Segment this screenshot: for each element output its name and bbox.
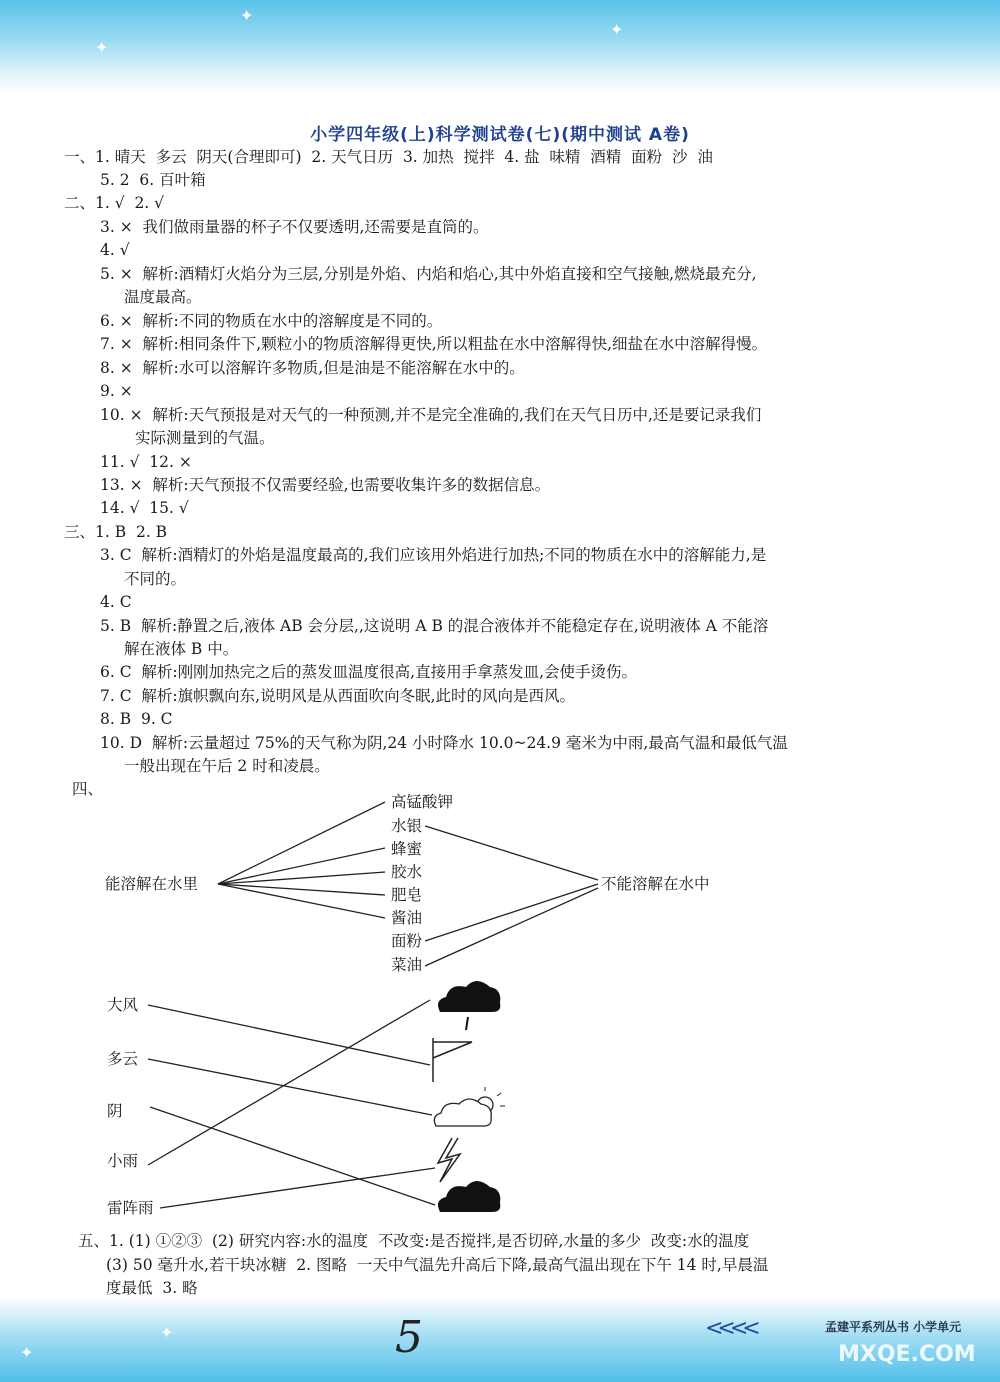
- weather-label: 小雨: [107, 1152, 139, 1170]
- answer-line: 6. C 解析:刚刚加热完之后的蒸发皿温度很高,直接用手拿蒸发皿,会使手烫伤。: [100, 663, 638, 681]
- answer-line: 8. × 解析:水可以溶解许多物质,但是油是不能溶解在水中的。: [100, 359, 525, 377]
- answer-line: (3) 50 毫升水,若干块冰糖 2. 图略 一天中气温先升高后下降,最高气温出现在下午 14 时,早晨温: [106, 1256, 769, 1274]
- weather-label: 多云: [107, 1050, 139, 1068]
- star-icon: ✦: [160, 1323, 174, 1342]
- answer-line: 解在液体 B 中。: [124, 640, 239, 658]
- match-lines-weather: [148, 1000, 435, 1208]
- answer-line: 13. × 解析:天气预报不仅需要经验,也需要收集许多的数据信息。: [100, 476, 551, 494]
- answer-line: 五、1. (1) ①②③ (2) 研究内容:水的温度 不改变:是否搅拌,是否切碎,水量的多少 改变:水的温度: [78, 1232, 750, 1250]
- answer-line: 温度最高。: [124, 288, 202, 306]
- thunder-icon: [438, 1138, 460, 1182]
- section-label: 四、: [72, 780, 104, 798]
- answer-line: 8. B 9. C: [100, 710, 173, 728]
- answer-line: 三、1. B 2. B: [64, 523, 168, 541]
- footer-decoration: [0, 1297, 1000, 1382]
- wind-flag-icon: [433, 1038, 472, 1082]
- substance-item: 高锰酸钾: [391, 793, 454, 811]
- page-number: 5: [395, 1312, 423, 1363]
- weather-label: 大风: [107, 996, 139, 1014]
- substance-item: 胶水: [391, 863, 423, 881]
- answer-line: 10. × 解析:天气预报是对天气的一种预测,并不是完全准确的,我们在天气日历中,还是要记录我们: [100, 406, 762, 424]
- substance-item: 酱油: [391, 909, 423, 927]
- weather-label: 雷阵雨: [107, 1199, 154, 1217]
- page-title: 小学四年级(上)科学测试卷(七)(期中测试 A卷): [310, 125, 690, 145]
- answer-line: 二、1. √ 2. √: [64, 194, 165, 212]
- matching-diagram: [0, 780, 1000, 1220]
- answer-line: 14. √ 15. √: [100, 499, 189, 517]
- answer-line: 11. √ 12. ×: [100, 453, 192, 471]
- answer-line: 3. × 我们做雨量器的杯子不仅要透明,还需要是直筒的。: [100, 218, 489, 236]
- series-name: 孟建平系列丛书 小学单元: [825, 1320, 962, 1334]
- star-icon: ✦: [20, 1343, 34, 1362]
- answer-line: 7. × 解析:相同条件下,颗粒小的物质溶解得更快,所以粗盐在水中溶解得快,细盐在水中溶解得慢。: [100, 335, 768, 353]
- answer-line: 5. B 解析:静置之后,液体 AB 会分层,,这说明 A B 的混合液体并不能稳定存在,说明液体 A 不能溶: [100, 617, 769, 635]
- star-icon: ✦: [95, 38, 109, 57]
- weather-label: 阴: [107, 1102, 123, 1120]
- dark-cloud-icon: [438, 1181, 500, 1212]
- star-icon: ✦: [610, 20, 624, 39]
- answer-line: 7. C 解析:旗帜飘向东,说明风是从西面吹向冬眠,此时的风向是西风。: [100, 687, 576, 705]
- answer-line: 一、1. 晴天 多云 阴天(合理即可) 2. 天气日历 3. 加热 搅拌 4. 盐 味精 酒精 面粉 沙 油: [64, 148, 713, 166]
- answer-line: 不同的。: [124, 570, 187, 588]
- answer-line: 5. 2 6. 百叶箱: [100, 171, 206, 189]
- answer-line: 10. D 解析:云量超过 75%的天气称为阴,24 小时降水 10.0~24.9 毫米为中雨,最高气温和最低气温: [100, 734, 788, 752]
- answer-line: 3. C 解析:酒精灯的外焰是温度最高的,我们应该用外焰进行加热;不同的物质在水中的溶解能力,是: [100, 546, 767, 564]
- arrow-icon: <<<<: [705, 1316, 755, 1341]
- answer-line: 一般出现在午后 2 时和凌晨。: [124, 757, 330, 775]
- match-left-label: 能溶解在水里: [105, 875, 199, 893]
- substance-item: 肥皂: [391, 886, 423, 904]
- answer-line: 4. C: [100, 593, 132, 611]
- substance-item: 蜂蜜: [391, 840, 423, 858]
- cloud-rain-icon: [438, 981, 500, 1030]
- answer-line: 6. × 解析:不同的物质在水中的溶解度是不同的。: [100, 312, 443, 330]
- answer-line: 5. × 解析:酒精灯火焰分为三层,分别是外焰、内焰和焰心,其中外焰直接和空气接触,燃烧最充分,: [100, 265, 757, 283]
- substance-item: 水银: [391, 817, 423, 835]
- match-right-label: 不能溶解在水中: [601, 875, 710, 893]
- answer-line: 实际测量到的气温。: [135, 429, 275, 447]
- answer-line: 度最低 3. 略: [106, 1279, 198, 1297]
- partly-cloudy-icon: [434, 1087, 505, 1126]
- watermark: MXQE.COM: [838, 1342, 976, 1367]
- answer-line: 9. ×: [100, 382, 133, 400]
- answer-line: 4. √: [100, 241, 130, 259]
- star-icon: ✦: [240, 6, 254, 25]
- substance-item: 菜油: [391, 956, 423, 974]
- header-decoration: [0, 0, 1000, 95]
- substance-item: 面粉: [391, 932, 423, 950]
